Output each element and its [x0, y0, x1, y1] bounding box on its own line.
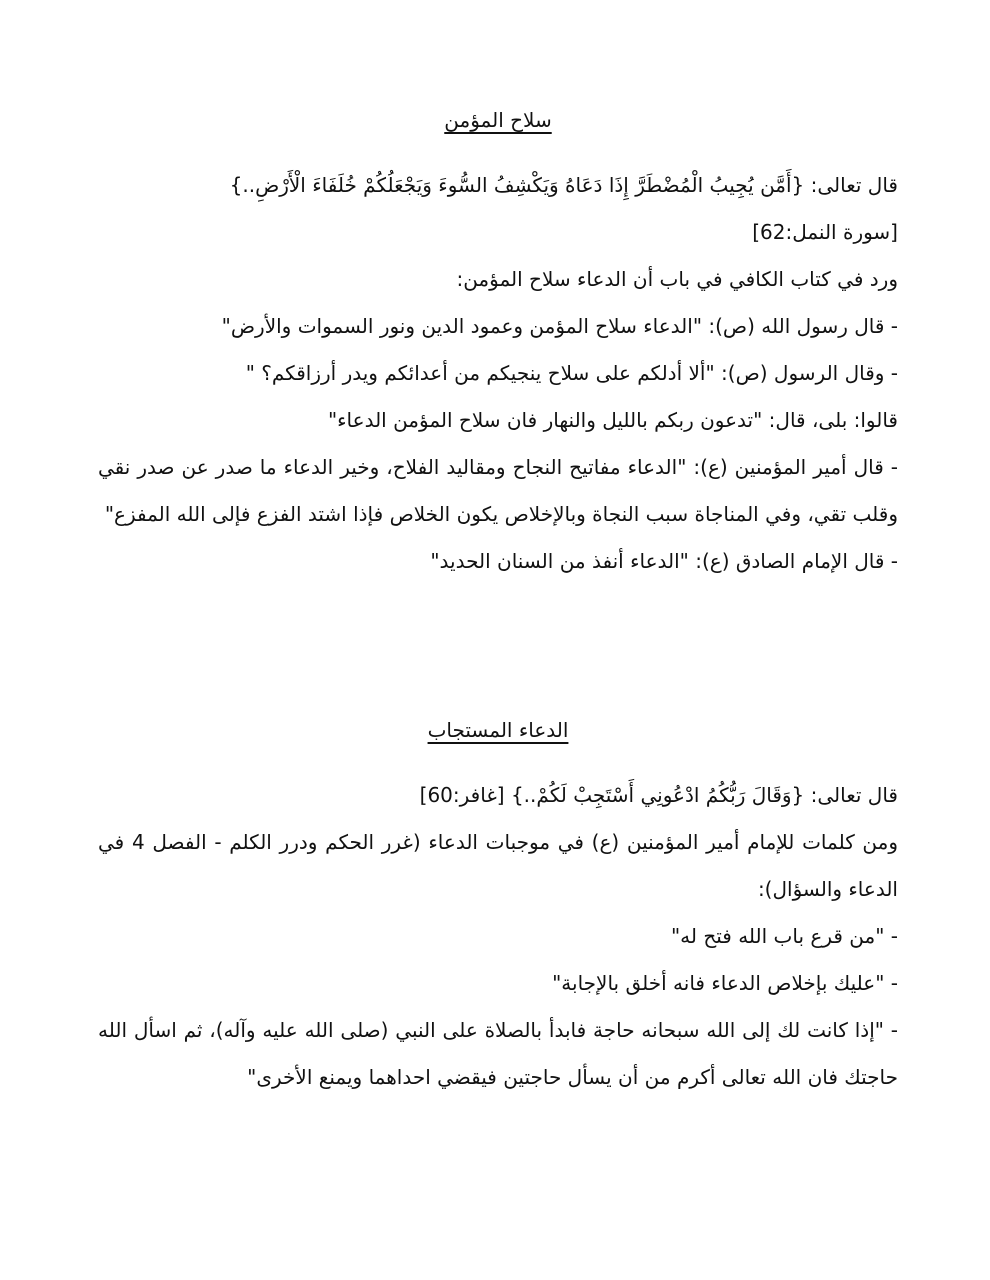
hadith-item: - "إذا كانت لك إلى الله سبحانه حاجة فابدأ بالصلاة على النبي (صلى الله عليه وآله)، ثم اسأل الله حاجتك فان الله تعالى أكرم من أن يسأل حاجتين فيقضي احداهما ويمنع الأخرى": [98, 1018, 898, 1089]
hadith-item: - "عليك بإخلاص الدعاء فانه أخلق بالإجابة": [552, 971, 898, 995]
section-answered-prayer: [98, 712, 898, 1101]
section-heading: الدعاء المستجاب: [427, 718, 569, 742]
verse-reference: [سورة النمل:62]: [752, 220, 898, 244]
intro-line: ورد في كتاب الكافي في باب أن الدعاء سلاح المؤمن:: [456, 267, 898, 291]
hadith-item: - وقال الرسول (ص): "ألا أدلكم على سلاح ينجيكم من أعدائكم ويدر أرزاقكم؟ ": [245, 361, 898, 385]
hadith-item: - قال الإمام الصادق (ع): "الدعاء أنفذ من السنان الحديد": [430, 549, 898, 573]
hadith-item: - قال رسول الله (ص): "الدعاء سلاح المؤمن وعمود الدين ونور السموات والأرض": [221, 314, 898, 338]
hadith-item: - قال أمير المؤمنين (ع): "الدعاء مفاتيح النجاح ومقاليد الفلاح، وخير الدعاء ما صدر عن صدر نقي وقلب تقي، وفي المناجاة سبب النجاة وبالإخلاص يكون الخلاص فإذا اشتد الفزع فإلى الله المفزع": [98, 455, 898, 526]
quran-verse: قال تعالى: {وَقَالَ رَبُّكُمُ ادْعُونِي أَسْتَجِبْ لَكُمْ..} [غافر:60]: [419, 783, 898, 807]
section-weapon-of-believer: [98, 102, 898, 585]
hadith-item: قالوا: بلى، قال: "تدعون ربكم بالليل والنهار فان سلاح المؤمن الدعاء": [327, 408, 898, 432]
section-heading: سلاح المؤمن: [444, 108, 552, 132]
quran-verse: قال تعالى: {أَمَّن يُجِيبُ الْمُضْطَرَّ إِذَا دَعَاهُ وَيَكْشِفُ السُّوءَ وَيَجْعَلُكُمْ خُلَفَاءَ الْأَرْضِ..}: [229, 173, 898, 197]
intro-line: ومن كلمات للإمام أمير المؤمنين (ع) في موجبات الدعاء (غرر الحكم ودرر الكلم - الفصل 4 في الدعاء والسؤال):: [98, 830, 899, 901]
hadith-item: - "من قرع باب الله فتح له": [670, 924, 898, 948]
